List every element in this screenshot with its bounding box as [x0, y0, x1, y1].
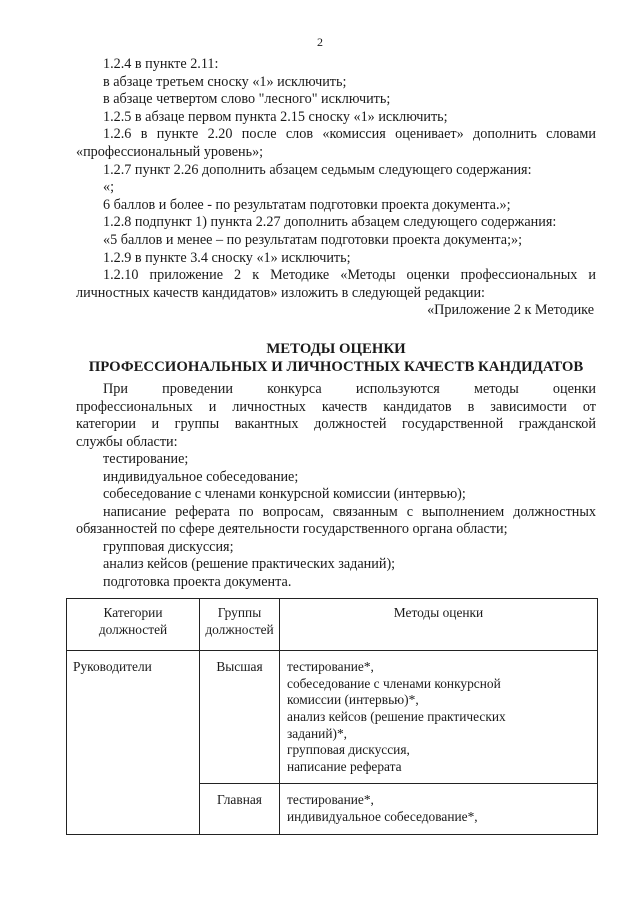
section-heading	[76, 340, 596, 376]
header-category: Категории должностей	[67, 599, 200, 651]
amendment-line: «профессиональный уровень»;	[76, 143, 264, 160]
methods-cell: тестирование*, индивидуальное собеседование*,	[280, 784, 598, 834]
page-number: 2	[317, 35, 323, 49]
header-methods: Методы оценки	[280, 599, 598, 651]
amendments-block	[76, 56, 596, 320]
method-item: написание реферата по вопросам, связанным с выполнением должностных	[103, 503, 596, 520]
intro-line: При проведении конкурса используются методы оценки	[103, 381, 596, 397]
amendment-line: «;	[103, 179, 115, 196]
header-group: Группы должностей	[200, 599, 280, 651]
category-cell: Руководители	[67, 651, 200, 834]
method-item: анализ кейсов (решение практических заданий);	[103, 556, 396, 572]
intro-line: категории и группы вакантных должностей государственной гражданской	[76, 416, 596, 432]
table-header-row	[67, 599, 598, 651]
method-item: подготовка проекта документа.	[103, 573, 292, 590]
amendment-line: 1.2.4 в пункте 2.11:	[103, 56, 219, 72]
intro-line: службы области:	[76, 433, 178, 450]
amendment-line: «5 баллов и менее – по результатам подготовки проекта документа;»;	[103, 231, 523, 248]
amendment-line: 1.2.5 в абзаце первом пункта 2.15 сноску «1» исключить;	[103, 108, 448, 125]
method-item: групповая дискуссия;	[103, 538, 234, 555]
amendment-line: 1.2.10 приложение 2 к Методике «Методы оценки профессиональных и	[103, 267, 596, 284]
intro-block	[76, 381, 596, 591]
amendment-line: 6 баллов и более - по результатам подготовки проекта документа.»;	[103, 196, 511, 213]
amendment-line: 1.2.8 подпункт 1) пункта 2.27 дополнить абзацем следующего содержания:	[103, 214, 557, 231]
heading-line-2: ПРОФЕССИОНАЛЬНЫХ И ЛИЧНОСТНЫХ КАЧЕСТВ КАНДИДАТОВ	[88, 359, 584, 375]
amendment-line: 1.2.9 в пункте 3.4 сноску «1» исключить;	[103, 249, 351, 266]
group-cell: Главная	[200, 784, 280, 834]
appendix-label: «Приложение 2 к Методике	[427, 302, 594, 319]
methods-cell: тестирование*, собеседование с членами конкурсной комиссии (интервью)*, анализ кейсов (решение практических заданий)*, групповая дискуссия, написание реферата	[280, 651, 598, 784]
method-item: обязанностей по сфере деятельности государственного органа области;	[76, 521, 508, 537]
amendment-line: 1.2.6 в пункте 2.20 после слов «комиссия оценивает» дополнить словами	[103, 126, 596, 143]
table-row	[67, 651, 598, 784]
methods-table	[66, 598, 598, 835]
method-item: индивидуальное собеседование;	[103, 468, 299, 485]
group-cell: Высшая	[200, 651, 280, 784]
heading-line-1: МЕТОДЫ ОЦЕНКИ	[266, 341, 406, 357]
amendment-line: в абзаце четвертом слово "лесного" исключить;	[103, 91, 391, 108]
amendment-line: личностных качеств кандидатов» изложить в следующей редакции:	[76, 284, 485, 301]
intro-line: профессиональных и личностных качеств кандидатов в зависимости от	[76, 398, 596, 415]
method-item: собеседование с членами конкурсной комиссии (интервью);	[103, 486, 466, 502]
method-item: тестирование;	[103, 451, 189, 467]
amendment-line: в абзаце третьем сноску «1» исключить;	[103, 73, 347, 90]
amendment-line: 1.2.7 пункт 2.26 дополнить абзацем седьмым следующего содержания:	[103, 161, 532, 178]
